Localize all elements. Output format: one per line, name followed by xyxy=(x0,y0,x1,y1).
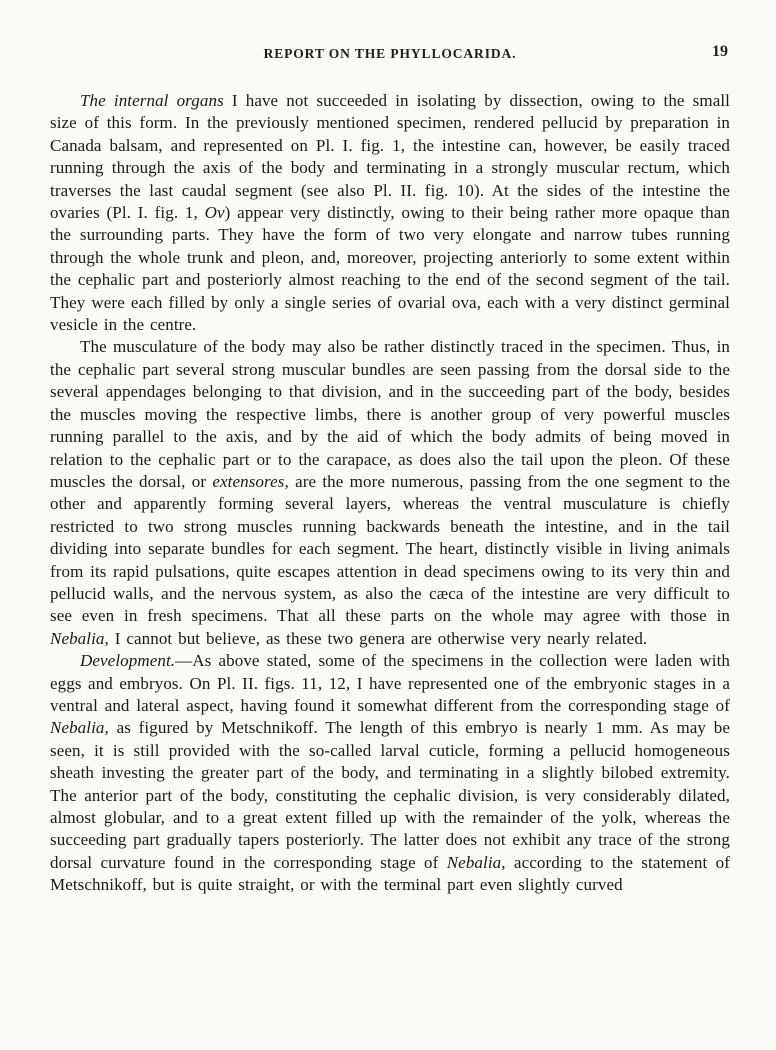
paragraph-musculature: The musculature of the body may also be rather distinctly traced in the specimen. Thus, in the cephalic part several strong muscular bundles are seen passing from the dorsal side to the several appendages belonging to that division, and in the succeeding part of the body, besides the muscles moving the respective limbs, there is another group of very powerful muscles running parallel to the axis, and by the aid of which the body admits of being moved in relation to the cephalic part or to the carapace, as does also the tail upon the pleon. Of these muscles the dorsal, or extensores, are the more numerous, passing from the one segment to the other and apparently forming several layers, whereas the ventral musculature is chiefly restricted to two strong muscles running backwards beneath the intestine, and in the tail dividing into separate bundles for each segment. The heart, distinctly visible in living animals from its rapid pulsations, quite escapes attention in dead specimens owing to its very thin and pellucid walls, and the nervous system, as also the cæca of the intestine are very difficult to see even in fresh specimens. That all these parts on the whole may agree with those in Nebalia, I cannot but believe, as these two genera are otherwise very nearly related. xyxy=(50,337,731,648)
running-title: REPORT ON THE PHYLLOCARIDA. xyxy=(263,46,517,61)
paragraph-internal-organs: The internal organs I have not succeeded in isolating by dissection, owing to the small size of this form. In the previously mentioned specimen, rendered pellucid by preparation in Canada balsam, and represented on Pl. I. fig. 1, the intestine can, however, be easily traced running through the axis of the body and terminating in a strongly muscular rectum, which traverses the last caudal segment (see also Pl. II. fig. 10). At the sides of the intestine the ovaries (Pl. I. fig. 1, Ov) appear very distinctly, owing to their being rather more opaque than the surrounding parts. They have the form of two very elongate and narrow tubes running through the whole trunk and pleon, and, moreover, projecting anteriorly to some extent within the cephalic part and posteriorly almost reaching to the end of the second segment of the tail. They were each filled by only a single series of ovarial ova, each with a very distinct germinal vesicle in the centre. xyxy=(50,91,730,335)
page-number: 19 xyxy=(712,43,728,60)
page-body xyxy=(50,90,730,897)
paragraph-development: Development.—As above stated, some of the specimens in the collection were laden with eggs and embryos. On Pl. II. figs. 11, 12, I have represented one of the embryonic stages in a ventral and lateral aspect, having found it somewhat different from the corresponding stage of Nebalia, as figured by Metschnikoff. The length of this embryo is nearly 1 mm. As may be seen, it is still provided with the so-called larval cuticle, forming a pellucid homogeneous sheath investing the greater part of the body, and terminating in a slightly bilobed extremity. The anterior part of the body, constituting the cephalic division, is very considerably dilated, almost globular, and to a great extent filled up with the remainder of the yolk, whereas the succeeding part gradually tapers posteriorly. The latter does not exhibit any trace of the strong dorsal curvature found in the corresponding stage of Nebalia, according to the statement of Metschnikoff, but is quite straight, or with the terminal part even slightly curved xyxy=(50,651,730,895)
page-header xyxy=(50,43,730,70)
